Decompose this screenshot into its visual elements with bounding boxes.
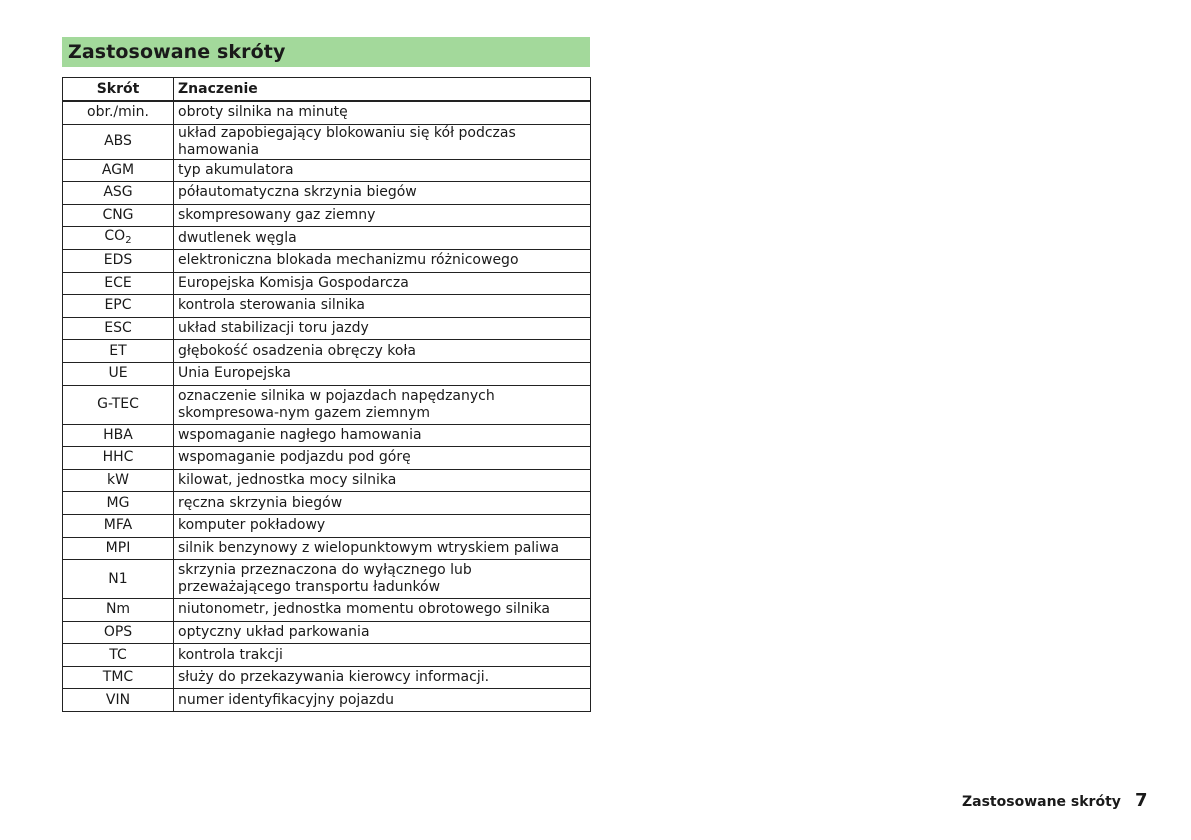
- table-row: [63, 295, 591, 318]
- abbreviation-cell: [63, 340, 174, 363]
- abbreviation-text: MFA: [103, 517, 133, 534]
- abbreviation-cell: [63, 689, 174, 712]
- abbreviation-cell: [63, 101, 174, 124]
- table-row: [63, 560, 591, 599]
- abbreviation-text: TMC: [102, 669, 134, 686]
- abbreviation-cell: [63, 492, 174, 515]
- meaning-cell: wspomaganie nagłego hamowania: [174, 424, 591, 447]
- abbreviation-text: EPC: [104, 297, 132, 314]
- column-header-abbr: Skrót: [63, 78, 174, 102]
- abbreviation-cell: [63, 362, 174, 385]
- abbreviations-table: [62, 77, 591, 712]
- abbreviation-cell: [63, 424, 174, 447]
- table-row: [63, 537, 591, 560]
- abbreviation-cell: [63, 666, 174, 689]
- abbreviation-cell: [63, 204, 174, 227]
- table-row: [63, 599, 591, 622]
- abbreviation-text: ESC: [104, 320, 132, 337]
- table-row: [63, 492, 591, 515]
- meaning-cell: układ stabilizacji toru jazdy: [174, 317, 591, 340]
- abbreviation-cell: [63, 514, 174, 537]
- abbreviation-text: kW: [107, 472, 129, 489]
- abbreviation-text: ET: [109, 342, 127, 359]
- abbreviation-cell: [63, 124, 174, 159]
- meaning-cell: silnik benzynowy z wielopunktowym wtryskiem paliwa: [174, 537, 591, 560]
- meaning-cell: skrzynia przeznaczona do wyłącznego lub przeważającego transportu ładunków: [174, 560, 591, 599]
- column-header-meaning: Znaczenie: [174, 78, 591, 102]
- table-row: [63, 447, 591, 470]
- abbreviation-cell: [63, 317, 174, 340]
- meaning-cell: wspomaganie podjazdu pod górę: [174, 447, 591, 470]
- meaning-cell: elektroniczna blokada mechanizmu różnicowego: [174, 249, 591, 272]
- meaning-cell: dwutlenek węgla: [174, 227, 591, 250]
- footer-title: Zastosowane skróty: [962, 794, 1121, 810]
- abbreviation-text: HBA: [103, 426, 133, 443]
- table-row: [63, 385, 591, 424]
- abbreviation-cell: [63, 385, 174, 424]
- meaning-cell: optyczny układ parkowania: [174, 621, 591, 644]
- page-number: 7: [1135, 790, 1148, 811]
- meaning-cell: obroty silnika na minutę: [174, 101, 591, 124]
- meaning-cell: oznaczenie silnika w pojazdach napędzanych skompresowa-nym gazem ziemnym: [174, 385, 591, 424]
- table-row: [63, 424, 591, 447]
- meaning-cell: półautomatyczna skrzynia biegów: [174, 182, 591, 205]
- meaning-cell: komputer pokładowy: [174, 514, 591, 537]
- abbreviation-text: ABS: [104, 133, 132, 150]
- abbreviation-text: HHC: [102, 449, 134, 466]
- abbreviation-text: CNG: [102, 207, 134, 224]
- meaning-cell: kontrola trakcji: [174, 644, 591, 667]
- abbreviation-cell: [63, 159, 174, 182]
- abbreviation-subscript: 2: [125, 234, 132, 246]
- table-row: [63, 249, 591, 272]
- table-row: [63, 621, 591, 644]
- meaning-cell: kilowat, jednostka mocy silnika: [174, 469, 591, 492]
- table-row: [63, 182, 591, 205]
- abbreviation-cell: [63, 227, 174, 250]
- abbreviation-text: MPI: [105, 539, 131, 556]
- abbreviation-cell: [63, 560, 174, 599]
- table-row: [63, 514, 591, 537]
- abbreviation-cell: [63, 447, 174, 470]
- meaning-cell: kontrola sterowania silnika: [174, 295, 591, 318]
- abbreviation-text: AGM: [101, 161, 135, 178]
- meaning-cell: układ zapobiegający blokowaniu się kół podczas hamowania: [174, 124, 591, 159]
- table-row: [63, 644, 591, 667]
- abbreviation-text: ECE: [104, 274, 132, 291]
- meaning-cell: numer identyfikacyjny pojazdu: [174, 689, 591, 712]
- meaning-cell: niutonometr, jednostka momentu obrotowego silnika: [174, 599, 591, 622]
- table-row: [63, 101, 591, 124]
- abbreviation-text: Nm: [105, 601, 131, 618]
- table-row: [63, 272, 591, 295]
- abbreviation-cell: [63, 599, 174, 622]
- table-row: [63, 227, 591, 250]
- table-header-row: [63, 78, 591, 102]
- abbreviation-text: CO: [104, 227, 126, 244]
- abbreviation-cell: [63, 469, 174, 492]
- meaning-cell: typ akumulatora: [174, 159, 591, 182]
- abbreviation-text: N1: [108, 570, 128, 587]
- abbreviation-cell: [63, 295, 174, 318]
- meaning-cell: Unia Europejska: [174, 362, 591, 385]
- table-body: [63, 101, 591, 712]
- table-row: [63, 124, 591, 159]
- table-row: [63, 666, 591, 689]
- abbreviation-cell: [63, 621, 174, 644]
- table-row: [63, 204, 591, 227]
- table-row: [63, 362, 591, 385]
- abbreviation-text: VIN: [105, 691, 131, 708]
- abbreviation-cell: [63, 537, 174, 560]
- abbreviation-text: UE: [108, 365, 128, 382]
- table-row: [63, 340, 591, 363]
- section-title: Zastosowane skróty: [68, 41, 286, 63]
- abbreviation-text: MG: [106, 494, 130, 511]
- abbreviation-text: TC: [109, 646, 127, 663]
- abbreviation-text: G-TEC: [97, 396, 139, 413]
- table-row: [63, 689, 591, 712]
- abbreviation-cell: [63, 249, 174, 272]
- abbreviation-text: obr./min.: [87, 104, 149, 121]
- meaning-cell: skompresowany gaz ziemny: [174, 204, 591, 227]
- abbreviation-text: EDS: [103, 252, 133, 269]
- abbreviation-cell: [63, 182, 174, 205]
- section-header: [62, 37, 590, 67]
- abbreviation-cell: [63, 644, 174, 667]
- abbreviation-text: OPS: [103, 623, 133, 640]
- meaning-cell: Europejska Komisja Gospodarcza: [174, 272, 591, 295]
- table-row: [63, 317, 591, 340]
- table-row: [63, 469, 591, 492]
- abbreviation-text: ASG: [103, 184, 133, 201]
- meaning-cell: głębokość osadzenia obręczy koła: [174, 340, 591, 363]
- meaning-cell: służy do przekazywania kierowcy informacji.: [174, 666, 591, 689]
- abbreviation-cell: [63, 272, 174, 295]
- table-row: [63, 159, 591, 182]
- meaning-cell: ręczna skrzynia biegów: [174, 492, 591, 515]
